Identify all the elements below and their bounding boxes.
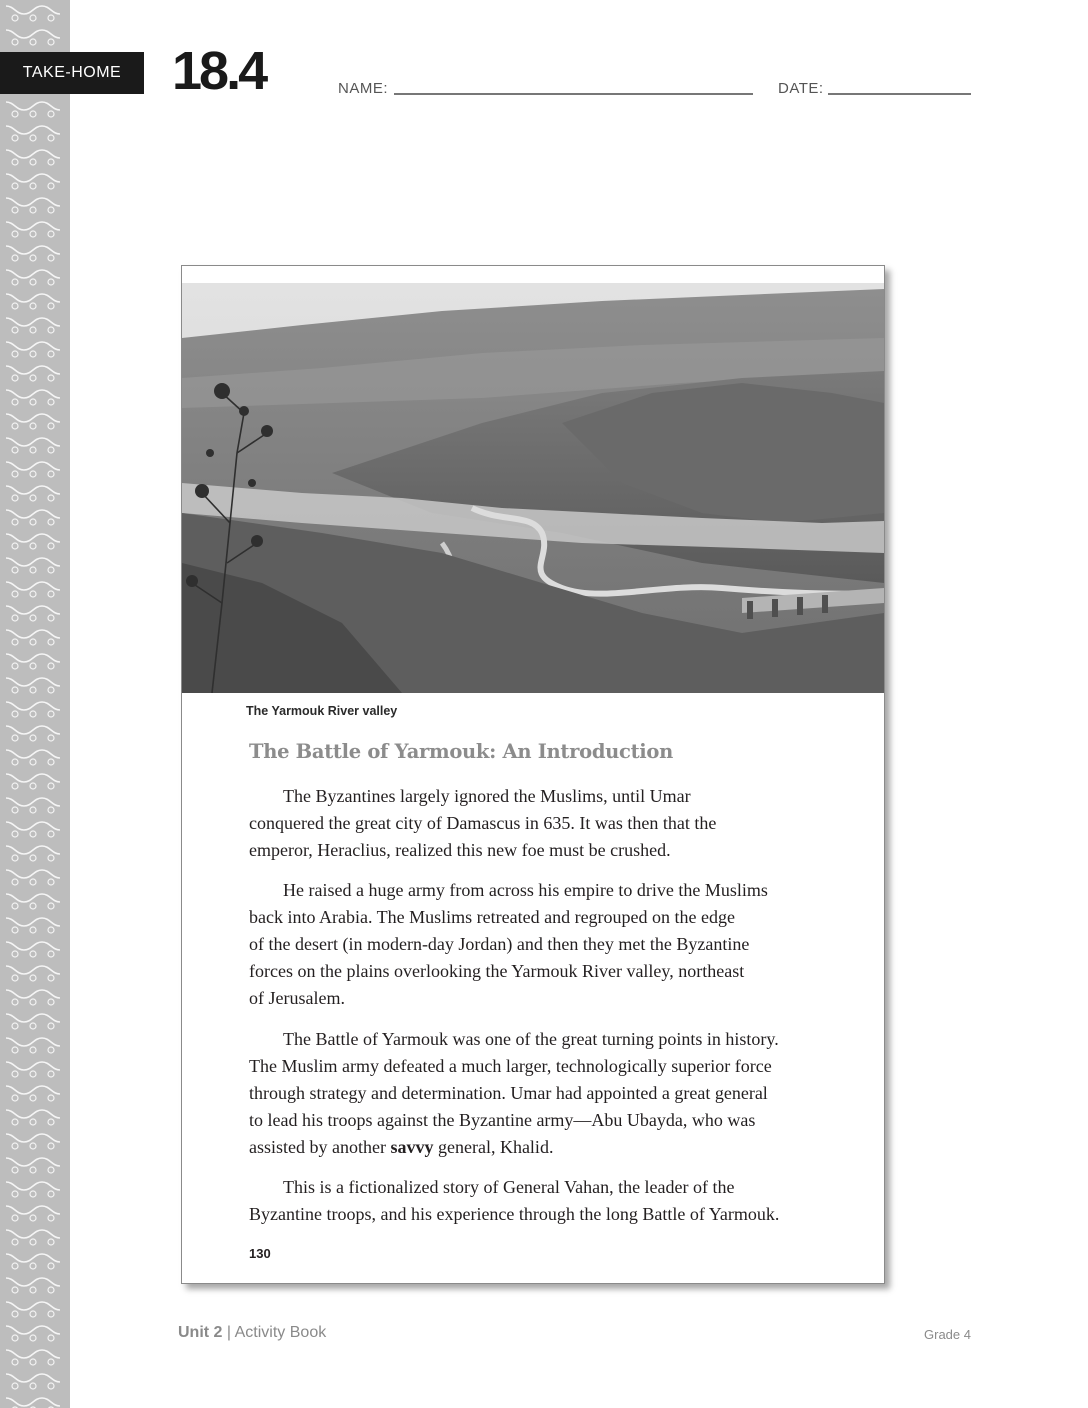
footer-unit	[178, 1324, 326, 1342]
date-field[interactable]	[828, 93, 971, 95]
book-label: Activity Book	[234, 1324, 327, 1341]
footer-grade: Grade 4	[924, 1327, 971, 1342]
text-segment: assisted by another	[249, 1137, 391, 1157]
lesson-number: 18.4	[172, 41, 266, 101]
paragraph-2	[249, 877, 819, 1012]
paragraph-4	[249, 1174, 819, 1228]
photo-caption: The Yarmouk River valley	[246, 704, 398, 718]
name-field[interactable]	[394, 93, 753, 95]
text-line: The Battle of Yarmouk was one of the great turning points in history.	[283, 1029, 779, 1049]
decorative-side-border	[0, 0, 70, 1408]
text-line: This is a fictionalized story of General Vahan, the leader of the	[283, 1177, 735, 1197]
text-line: forces on the plains overlooking the Yarmouk River valley, northeast	[249, 961, 745, 981]
unit-label: Unit 2	[178, 1324, 223, 1341]
text-line: Byzantine troops, and his experience through the long Battle of Yarmouk.	[249, 1204, 780, 1224]
date-label: DATE:	[778, 80, 824, 97]
article-title: The Battle of Yarmouk: An Introduction	[249, 740, 673, 763]
text-line: back into Arabia. The Muslims retreated and regrouped on the edge	[249, 907, 736, 927]
valley-photo	[182, 283, 884, 693]
text-line: through strategy and determination. Umar had appointed a great general	[249, 1083, 768, 1103]
text-line: The Muslim army defeated a much larger, technologically superior force	[249, 1056, 772, 1076]
paragraph-1	[249, 783, 819, 864]
paragraph-3	[249, 1026, 819, 1161]
text-line: to lead his troops against the Byzantine army—Abu Ubayda, who was	[249, 1110, 756, 1130]
text-line: emperor, Heraclius, realized this new foe must be crushed.	[249, 840, 671, 860]
text-line: of the desert (in modern-day Jordan) and then they met the Byzantine	[249, 934, 750, 954]
ornament-pattern	[0, 0, 70, 1408]
text-line: The Byzantines largely ignored the Muslims, until Umar	[283, 786, 691, 806]
page-number: 130	[249, 1246, 271, 1261]
text-segment: general, Khalid.	[433, 1137, 554, 1157]
text-line: of Jerusalem.	[249, 988, 345, 1008]
text-line	[249, 1134, 819, 1161]
name-label: NAME:	[338, 80, 389, 97]
reading-card	[181, 265, 885, 1284]
footer-separator: |	[226, 1324, 232, 1341]
text-line: conquered the great city of Damascus in 635. It was then that the	[249, 813, 717, 833]
take-home-badge: TAKE-HOME	[0, 52, 144, 94]
vocabulary-word: savvy	[390, 1137, 434, 1157]
text-line: He raised a huge army from across his empire to drive the Muslims	[283, 880, 768, 900]
